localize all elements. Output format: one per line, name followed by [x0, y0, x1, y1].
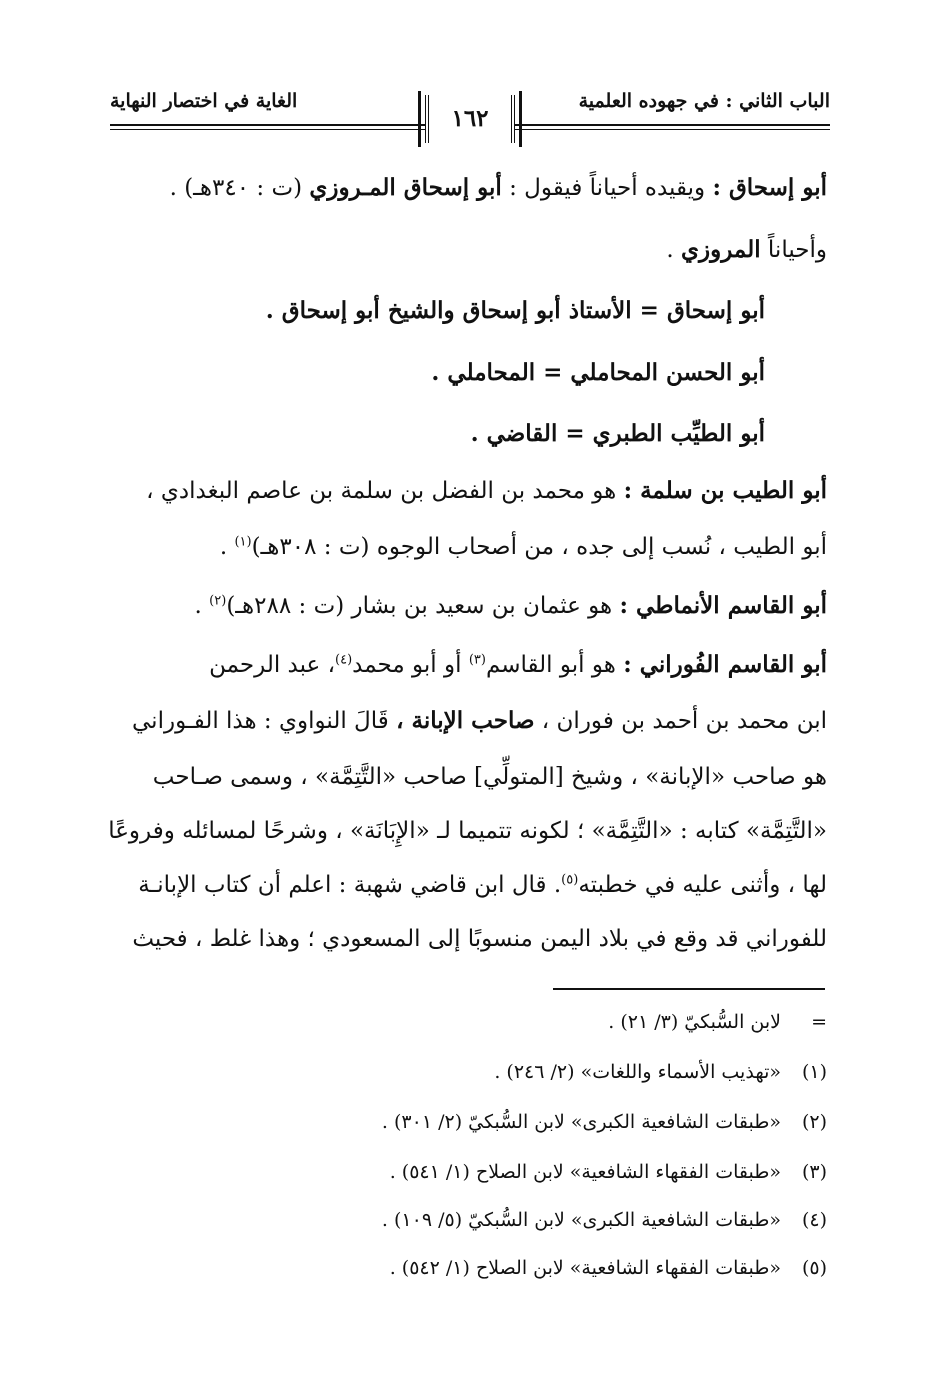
- entry-text: ويقيده أحياناً فيقول :: [501, 175, 713, 201]
- entry-name: أبو القاسم الأنماطي :: [619, 592, 827, 619]
- paragraph-line: [122, 172, 827, 204]
- equivalence-line: أبو الطيِّب الطبري = القاضي .: [470, 420, 765, 447]
- entry-text: وأحياناً: [760, 237, 827, 263]
- entry-text: هو محمد بن الفضل بن سلمة بن عاصم البغدادي ،: [146, 478, 624, 504]
- footnote-text: «طبقات الشافعية الكبرى» لابن السُّبكيّ (٥/ ١٠٩) .: [381, 1209, 781, 1231]
- footnote-text: «تهذيب الأسماء واللغات» (٢/ ٢٤٦) .: [494, 1061, 781, 1083]
- footnote: [390, 1158, 827, 1186]
- entry-text: قَالَ النواوي : هذا الفـوراني: [132, 708, 397, 734]
- footnote-ref[interactable]: (١): [234, 534, 252, 550]
- paragraph-line: [122, 475, 827, 507]
- paragraph-line: [122, 590, 827, 622]
- paragraph-line: [122, 705, 827, 737]
- page-number-frame: [425, 95, 515, 143]
- paragraph-line: [122, 531, 827, 563]
- footnote-number: (٢): [801, 1111, 827, 1133]
- footnote-number: (٤): [801, 1209, 827, 1231]
- entry-text: ابن محمد بن أحمد بن فوران ،: [534, 708, 827, 734]
- entry-name: أبو إسحاق :: [712, 174, 827, 201]
- footnote: [494, 1058, 827, 1086]
- paragraph-line: [122, 649, 827, 681]
- page-number: ١٦٢: [451, 105, 489, 132]
- footnote-number: (١): [801, 1061, 827, 1083]
- footnote-number: (٣): [801, 1161, 827, 1183]
- entry-text: .: [219, 534, 235, 560]
- entry-text: (ت : ٣٤٠هـ) .: [169, 175, 310, 201]
- footnote: [390, 1254, 827, 1282]
- equivalence-line: أبو إسحاق = الأستاذ أبو إسحاق والشيخ أبو إسحاق .: [265, 297, 765, 324]
- footnote-number: (٥): [801, 1257, 827, 1279]
- paragraph-line: هو صاحب «الإبانة» ، وشيخ [المتولِّي] صاحب «التَّتِمَّة» ، وسمى صـاحب: [152, 764, 827, 790]
- footnote: [608, 1008, 827, 1036]
- entry-text: .: [194, 593, 210, 619]
- footnote-text: لابن السُّبكيّ (٣/ ٢١) .: [608, 1011, 781, 1033]
- entry-text: أبو الطيب ، نُسب إلى جده ، من أصحاب الوجوه (ت : ٣٠٨هـ): [251, 534, 827, 560]
- paragraph-line: [122, 869, 827, 901]
- entry-text: ، عبد الرحمن: [209, 652, 336, 678]
- footnote-text: «طبقات الفقهاء الشافعية» لابن الصلاح (١/ ٥٤٢) .: [389, 1257, 781, 1279]
- entry-name: أبو القاسم الفُوراني :: [623, 651, 827, 678]
- paragraph-line: للفوراني قد وقع في بلاد اليمن منسوبًا إلى المسعودي ؛ وهذا غلط ، فحيث: [132, 926, 827, 952]
- book-title-header: الغاية في اختصار النهاية: [110, 90, 298, 112]
- entry-name: أبو الطيب بن سلمة :: [623, 477, 827, 504]
- footnote-separator: [553, 988, 825, 990]
- footnote-ref[interactable]: (٤): [335, 652, 353, 668]
- chapter-header: الباب الثاني : في جهوده العلمية: [578, 90, 830, 112]
- footnote-ref[interactable]: (٥): [561, 872, 579, 888]
- paragraph-line: «التَّتِمَّة» كتابه : «التَّتِمَّة» ؛ لكونه تتميما لـ «الإِبَانَة» ، وشرحًا لمسائله وفروعًا: [108, 818, 827, 844]
- footnote: [382, 1108, 827, 1136]
- entry-text: أو أبو محمد: [352, 652, 469, 678]
- equivalence-line: أبو الحسن المحاملي = المحاملي .: [431, 359, 765, 386]
- entry-text: . قال ابن قاضي شهبة : اعلم أن كتاب الإبانـة: [138, 872, 562, 898]
- footnote: [382, 1206, 827, 1234]
- entry-text: .: [666, 237, 681, 263]
- footnote-ref[interactable]: (٣): [468, 652, 486, 668]
- entry-bold: صاحب الإبانة ،: [396, 707, 535, 734]
- entry-text: لها ، وأثنى عليه في خطبته: [578, 872, 827, 898]
- footnote-ref[interactable]: (٢): [209, 593, 227, 609]
- entry-text: هو عثمان بن سعيد بن بشار (ت : ٢٨٨هـ): [226, 593, 620, 619]
- entry-text: هو أبو القاسم: [485, 652, 624, 678]
- entry-bold: المروزي: [681, 236, 761, 263]
- footnote-text: «طبقات الشافعية الكبرى» لابن السُّبكيّ (٢/ ٣٠١) .: [381, 1111, 781, 1133]
- footnote-number: =: [811, 1011, 827, 1033]
- entry-bold: أبو إسحاق المـروزي: [309, 174, 502, 201]
- footnote-text: «طبقات الفقهاء الشافعية» لابن الصلاح (١/ ٥٤١) .: [389, 1161, 781, 1183]
- paragraph-line: [122, 234, 827, 266]
